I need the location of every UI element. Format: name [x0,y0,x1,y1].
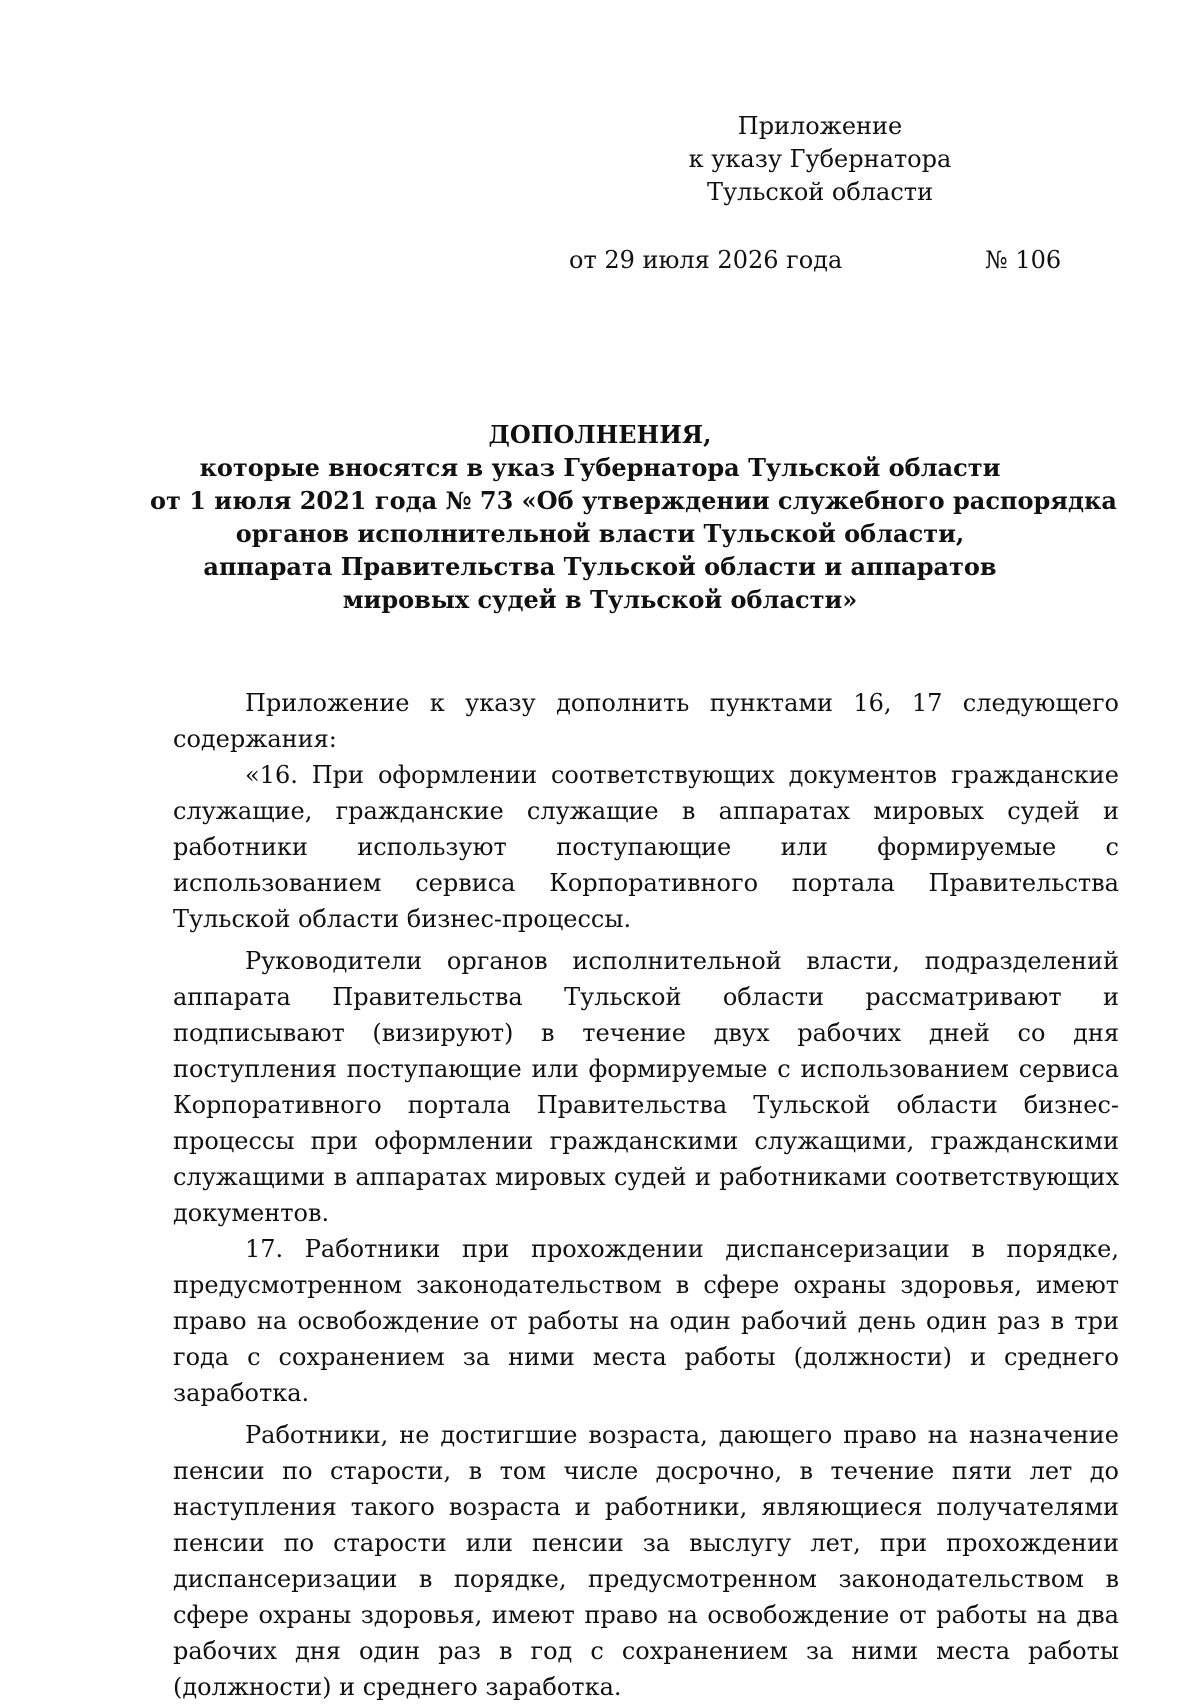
body-paragraph: Приложение к указу дополнить пунктами 16, 17 следующего содержания: [173,689,1119,753]
title-line: которые вносятся в указ Губернатора Тульской области [199,453,1001,482]
appendix-line: к указу Губернатора [688,145,952,173]
decree-date: от 29 июля 2026 года [569,246,843,274]
body-paragraph: «16. При оформлении соответствующих документов гражданские служащие, гражданские служащие в аппаратах мировых судей и работники используют поступающие или формируемые с использованием сервиса Корпоративного портала Правительства Тульской области бизнес-процессы. [173,761,1119,933]
title-line: от 1 июля 2021 года № 73 «Об утверждении служебного распорядка [150,486,1117,515]
title-line: органов исполнительной власти Тульской области, [235,519,965,548]
body-paragraph: 17. Работники при прохождении диспансеризации в порядке, предусмотренном законодательством в сфере охраны здоровья, имеют право на освобождение от работы на один рабочий день один раз в три года с сохранением за ними места работы (должности) и среднего заработка. [173,1235,1119,1407]
decree-date-line [0,244,1200,280]
document-body [173,685,1119,1705]
decree-number: № 106 [985,246,1062,274]
appendix-line: Тульской области [706,178,934,206]
title-line: аппарата Правительства Тульской области и аппаратов [203,552,997,581]
appendix-header [640,110,1000,209]
title-line: ДОПОЛНЕНИЯ, [488,420,712,449]
document-title [150,418,1117,616]
title-line: мировых судей в Тульской области» [342,585,858,614]
body-paragraph: Руководители органов исполнительной власти, подразделений аппарата Правительства Тульской области рассматривают и подписывают (визируют) в течение двух рабочих дней со дня поступления поступающие или формируемые с использованием сервиса Корпоративного портала Правительства Тульской области бизнес-процессы при оформлении гражданскими служащими, гражданскими служащими в аппаратах мировых судей и работниками соответствующих документов. [173,947,1119,1227]
appendix-line: Приложение [737,112,903,140]
body-paragraph: Работники, не достигшие возраста, дающего право на назначение пенсии по старости, в том числе досрочно, в течение пяти лет до наступления такого возраста и работники, являющиеся получателями пенсии по старости или пенсии за выслугу лет, при прохождении диспансеризации в порядке, предусмотренном законодательством в сфере охраны здоровья, имеют право на освобождение от работы на два рабочих дня один раз в год с сохранением за ними места работы (должности) и среднего заработка. [173,1421,1119,1701]
